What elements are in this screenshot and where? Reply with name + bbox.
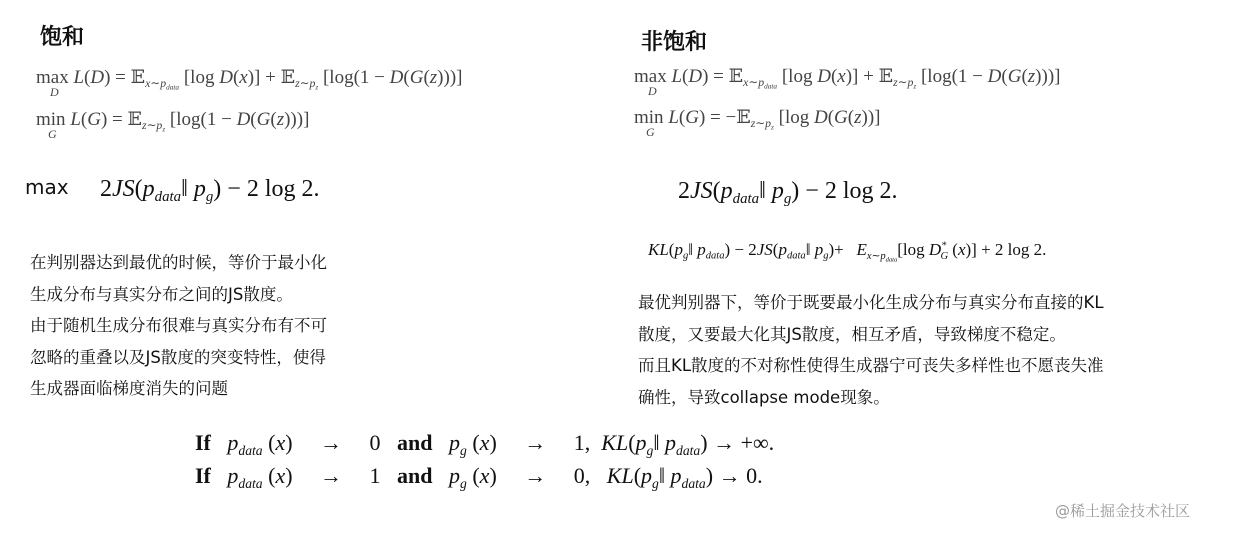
arrow: → [320,430,343,455]
left-text-line: 忽略的重叠以及JS散度的突变特性，使得 [30,347,326,367]
right-text-line: 散度，又要最大化其JS散度，相互矛盾，导致梯度不稳定。 [638,324,1066,344]
value: 1 [369,463,381,488]
and-keyword: and [397,463,433,488]
right-title: 非饱和 [641,30,708,55]
condition-row-2: If $p_{data}$ (x) → 1 and $p_g$ (x) → 0, $KL(p_g‖$ $p_{data}) \to 0$. [195,463,763,491]
value: 0 [369,430,381,455]
arrow: → [524,430,547,455]
and-keyword: and [397,430,433,455]
if-keyword: If [195,430,211,455]
right-text-line: 确性，导致collapse mode现象。 [638,387,890,407]
right-explanation [638,287,1198,413]
left-text-line: 生成分布与真实分布之间的JS散度。 [30,284,293,304]
watermark: @稀土掘金技术社区 [1055,502,1191,520]
left-text-line: 由于随机生成分布很难与真实分布有不可 [30,316,327,335]
left-max-label: max [25,175,69,199]
condition-row-1: If $p_{data}$ (x) → 0 and $p_g$ (x) → 1, $KL(p_g‖$ $p_{data}$) → +∞. [195,430,775,458]
left-explanation [30,247,410,405]
value: 1, [573,430,591,455]
right-js-expression: $2JS(p_{data}‖$ $p_g) - 2$ log 2. [678,178,898,208]
arrow: → [524,463,547,488]
left-eq-max: max D L(D) = 𝔼$_{x\sim p_{data}}$ [log D(x)] + 𝔼$_{z\sim p_z}$ [log(1 − D(G(z)))] [36,67,463,99]
if-keyword: If [195,463,211,488]
value: 0, [573,463,591,488]
left-text-line: 在判别器达到最优的时候，等价于最小化 [30,253,327,272]
left-title: 饱和 [40,25,85,50]
left-eq-min: min G L(G) = 𝔼$_{z\sim p_z}$ [log(1 − D(G(z)))] [36,109,310,141]
left-text-line: 生成器面临梯度消失的问题 [30,379,228,398]
left-js-expression: $2JS(p_{data}‖$ $p_g) - 2$ log 2. [100,176,320,206]
right-text-line: 最优判别器下，等价于既要最小化生成分布与真实分布直接的KL [638,293,1104,312]
right-text-line: 而且KL散度的不对称性使得生成器宁可丧失多样性也不愿丧失准 [638,356,1104,375]
arrow: → [320,463,343,488]
right-eq-min: min G L(G) = −𝔼$_{z\sim p_z}$ [log D(G(z))] [634,107,881,139]
right-eq-max: max D L(D) = 𝔼$_{x\sim p_{data}}$ [log D(x)] + 𝔼$_{z\sim p_z}$ [log(1 − D(G(z)))] [634,66,1061,98]
right-kl-expression: $KL(p_g‖$ $p_{data}$) − $2JS(p_{data}‖$ $p_g)+ E_{x\sim p_{data}}[\log$ $D^*_G$ (x)] + 2 log 2. [648,240,1047,263]
